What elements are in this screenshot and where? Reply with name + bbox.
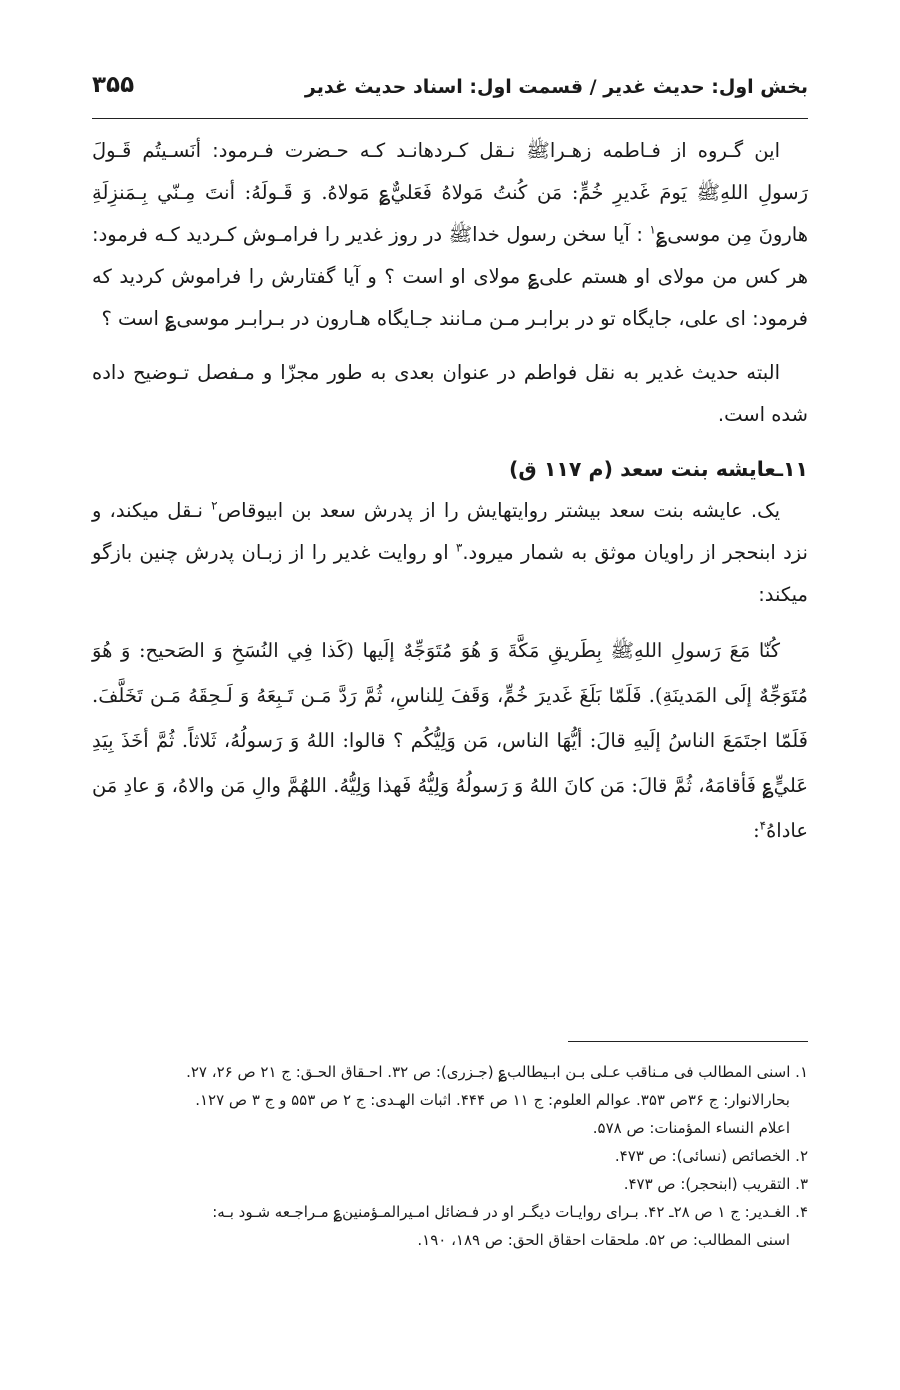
footnote-rule [568,1041,808,1042]
running-head: بخش اول: حدیث غدیر / قسمت اول: اسناد حدیث غدیر [304,76,808,98]
page-header [92,68,808,108]
body-text [92,130,808,853]
paragraph-1 [92,130,808,340]
paragraph-1-line-1: این گـروه از فـاطمه زهـراﷺ نـقل کـردهانـد کـه حـضرت فـرمود: أنَسـيتُم قَـولَ [92,139,780,162]
document-page [92,0,808,1390]
footnote-3: ۳. التقریب (ابنحجر): ص ۴۷۳. [623,1175,808,1193]
footnote-2: ۲. الخصائص (نسائی): ص ۴۷۳. [614,1147,808,1165]
paragraph-2: البته حدیث غدیر به نقل فواطم در عنوان بعدی به طور مجزّا و مـفصل تـوضیح داده شده است. [92,361,808,426]
footnote-4: ۴. الغـدیر: ج ۱ ص ۲۸ـ ۴۲. بـرای روایـات دیگـر او در فـضائل امـیرالمـؤمنین؏ مـراجـعه شـود بـه: [212,1203,808,1221]
footnote-1: ۱. اسنی المطالب فی مـناقب عـلی بـن ابـیطالب؏ (جـزری): ص ۳۲. احـقاق الحـق: ج ۲۱ ص ۲۶، ۲۷. [186,1063,808,1081]
footnote-ref-4[interactable]: ۴ [759,818,767,833]
footnote-4-continued: اسنی المطالب: ص ۵۲. ملحقات احقاق الحق: ص ۱۸۹، ۱۹۰. [417,1231,790,1249]
paragraph-3-part-c: او روایت غدیر را از زبـان پدرش چنین بازگو میکند: [92,541,808,606]
footnote-ref-3[interactable]: ۳ [455,540,463,555]
paragraph-gap [92,436,808,448]
footnote-ref-1[interactable]: ۱ [649,222,656,237]
footnote-1-continued: بحارالانوار: ج ۳۶ص ۳۵۳. عوالم العلوم: ج ۱۱ ص ۴۴۴. اثبات الهـدی: ج ۲ ص ۵۵۳ و ج ۳ ص ۱۲۷. [195,1091,790,1109]
paragraph-gap [92,340,808,352]
page-number: ۳۵۵ [92,72,135,98]
paragraph-3 [92,490,808,616]
arabic-quote-text: كُنّا مَعَ رَسولِ اللهِﷺ بِطَريقِ مَكَّةَ وَ هُوَ مُتَوَجِّهٌ إلَيها (كَذا فِي النُسَخِ وَ الصَحيح: وَ هُوَ مُتَوَجِّهٌ إلَى المَدينَةِ). فَلَمّا بَلَغَ غَديرَ خُمٍّ، وَقَفَ لِلناسِ، ثُمَّ رَدَّ مَـن تَـبِعَهُ وَ لَـحِقَهُ مَـن تَخَلَّفَ. فَلَمّا اجتَمَعَ الناسُ إلَيهِ قالَ: أيُّهَا الناس، مَن وَلِيُّكُم ؟ قالوا: اللهُ وَ رَسولُهُ، ثَلاثاً. ثُمَّ أخَذَ بِيَدِ عَليٍّ؏ فَأقامَهُ، ثُمَّ قالَ: مَن كانَ اللهُ وَ رَسولُهُ وَلِيُّهُ فَهذا وَلِيُّهُ. اللهُمَّ والِ مَن والاهُ، وَ عادِ مَن عاداهُ [92,639,808,842]
paragraph-3-part-b: نـقل میکند، و نزد ابنحجر از راویان موثق به شمار میرود. [92,499,808,564]
footnote-ref-2[interactable]: ۲ [211,498,218,513]
footnote-1-continued: اعلام النساء المؤمنات: ص ۵۷۸. [592,1119,790,1137]
paragraph-gap [92,616,808,628]
paragraph-1-line-3b: : آیا سخن رسول خداﷺ در روز غدیر را فرامـوش کـردید کـه [154,223,643,246]
paragraph-1-line-5: کردید که فرمود: ای علی، جایگاه تو در برابـر مـن مـانند جـایگاه هـارون در بـرابـر [92,265,808,330]
paragraph-1-line-3a: هارونَ مِن موسى؏ [655,223,808,246]
arabic-quote [92,628,808,853]
footnotes [92,1058,808,1254]
section-heading: ۱۱ـعایشه بنت سعد (م ۱۱۷ ق) [509,457,808,481]
paragraph-1-line-6: موسی؏ است ؟ [101,307,230,330]
paragraph-1-line-4: فرمود: هر کس من مولای او هستم علی؏ مولای او است ؟ و آیا گفتارش را فراموش [92,223,808,288]
arabic-quote-end: : [753,819,760,842]
paragraph-3-part-a: یک. عایشه بنت سعد بیشتر روایتهایش را از پدرش سعد بن ابیوقاص [217,499,780,522]
header-rule [92,118,808,119]
paragraph-1-line-2: رَسولِ اللهِﷺ يَومَ غَديرِ خُمٍّ: مَن كُنتُ مَولاهُ فَعَليٌّ؏ مَولاهُ. وَ قَـولَهُ: أنتَ مِـنّي بِـمَنزِلَةِ [92,181,808,204]
